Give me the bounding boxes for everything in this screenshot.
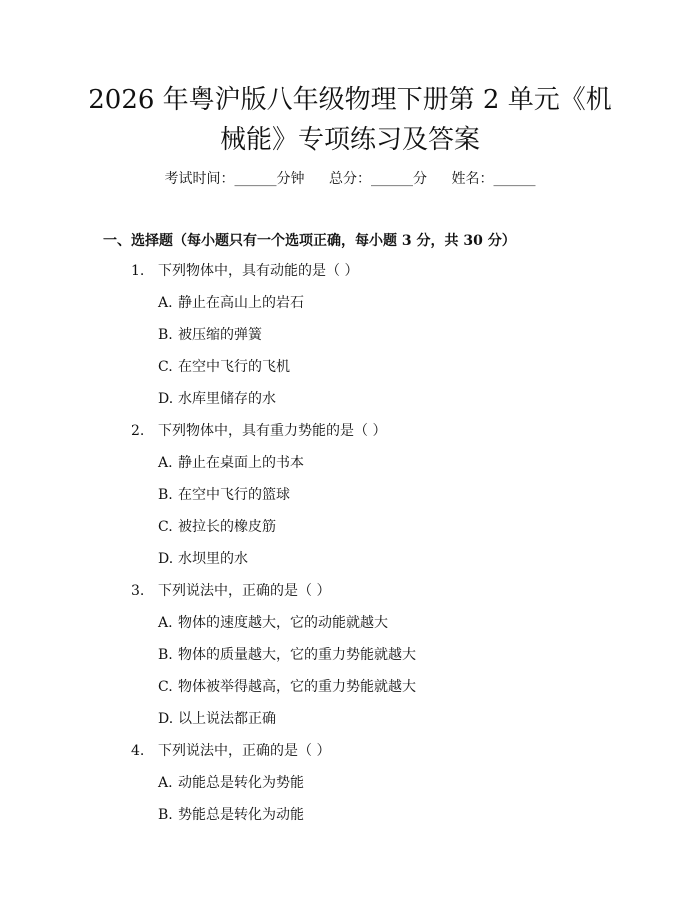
option-text: 在空中飞行的篮球 (178, 487, 290, 503)
question-3-option-b (158, 646, 416, 664)
question-1-option-a (158, 294, 304, 312)
option-text: 水库里储存的水 (178, 391, 276, 407)
document-title-line-1: 2026 年粤沪版八年级物理下册第 2 单元《机 (88, 85, 612, 115)
question-2-option-b (158, 486, 290, 504)
option-text: 势能总是转化为动能 (178, 807, 304, 823)
document-title-line-2: 械能》专项练习及答案 (219, 125, 480, 155)
option-text: 物体的速度越大，它的动能就越大 (178, 615, 388, 631)
question-1-option-b (158, 326, 262, 344)
question-number: 4. (131, 743, 145, 759)
question-stem: 下列物体中，具有动能的是（ ） (158, 263, 359, 279)
question-stem: 下列物体中，具有重力势能的是（ ） (158, 423, 387, 439)
question-3-option-a (158, 614, 388, 632)
option-text: 被压缩的弹簧 (178, 327, 262, 343)
option-text: 被拉长的橡皮筋 (178, 519, 276, 535)
option-letter: D. (158, 551, 174, 567)
exam-time: 考试时间：______分钟 (164, 171, 305, 187)
question-3-option-d (158, 710, 276, 728)
option-letter: B. (158, 487, 173, 503)
exam-name: 姓名：______ (451, 171, 536, 187)
option-text: 以上说法都正确 (178, 711, 276, 727)
option-text: 动能总是转化为势能 (178, 775, 304, 791)
question-number: 2. (131, 423, 145, 439)
question-number: 3. (131, 583, 145, 599)
option-letter: C. (158, 679, 173, 695)
question-2 (131, 422, 386, 440)
question-3 (131, 582, 330, 600)
question-3-option-c (158, 678, 416, 696)
option-text: 静止在高山上的岩石 (178, 295, 304, 311)
option-text: 在空中飞行的飞机 (178, 359, 290, 375)
exam-score: 总分：______分 (329, 171, 427, 187)
question-2-option-c (158, 518, 276, 536)
option-letter: B. (158, 647, 173, 663)
option-text: 水坝里的水 (178, 551, 248, 567)
option-letter: A. (158, 295, 173, 311)
question-2-option-d (158, 550, 248, 568)
option-letter: A. (158, 775, 173, 791)
question-1-option-d (158, 390, 276, 408)
option-letter: D. (158, 711, 174, 727)
question-4-option-b (158, 806, 304, 824)
option-letter: B. (158, 807, 173, 823)
question-2-option-a (158, 454, 304, 472)
question-stem: 下列说法中，正确的是（ ） (158, 583, 331, 599)
option-letter: C. (158, 519, 173, 535)
question-4 (131, 742, 330, 760)
option-text: 静止在桌面上的书本 (178, 455, 304, 471)
question-1-option-c (158, 358, 290, 376)
option-letter: D. (158, 391, 174, 407)
question-stem: 下列说法中，正确的是（ ） (158, 743, 331, 759)
question-4-option-a (158, 774, 304, 792)
option-letter: B. (158, 327, 173, 343)
exam-info (0, 170, 700, 188)
question-1 (131, 262, 358, 280)
option-text: 物体被举得越高，它的重力势能就越大 (178, 679, 416, 695)
option-text: 物体的质量越大，它的重力势能就越大 (178, 647, 416, 663)
option-letter: A. (158, 455, 173, 471)
section-heading: 一、选择题（每小题只有一个选项正确，每小题 3 分，共 30 分） (103, 233, 516, 249)
option-letter: C. (158, 359, 173, 375)
question-number: 1. (131, 263, 145, 279)
option-letter: A. (158, 615, 173, 631)
